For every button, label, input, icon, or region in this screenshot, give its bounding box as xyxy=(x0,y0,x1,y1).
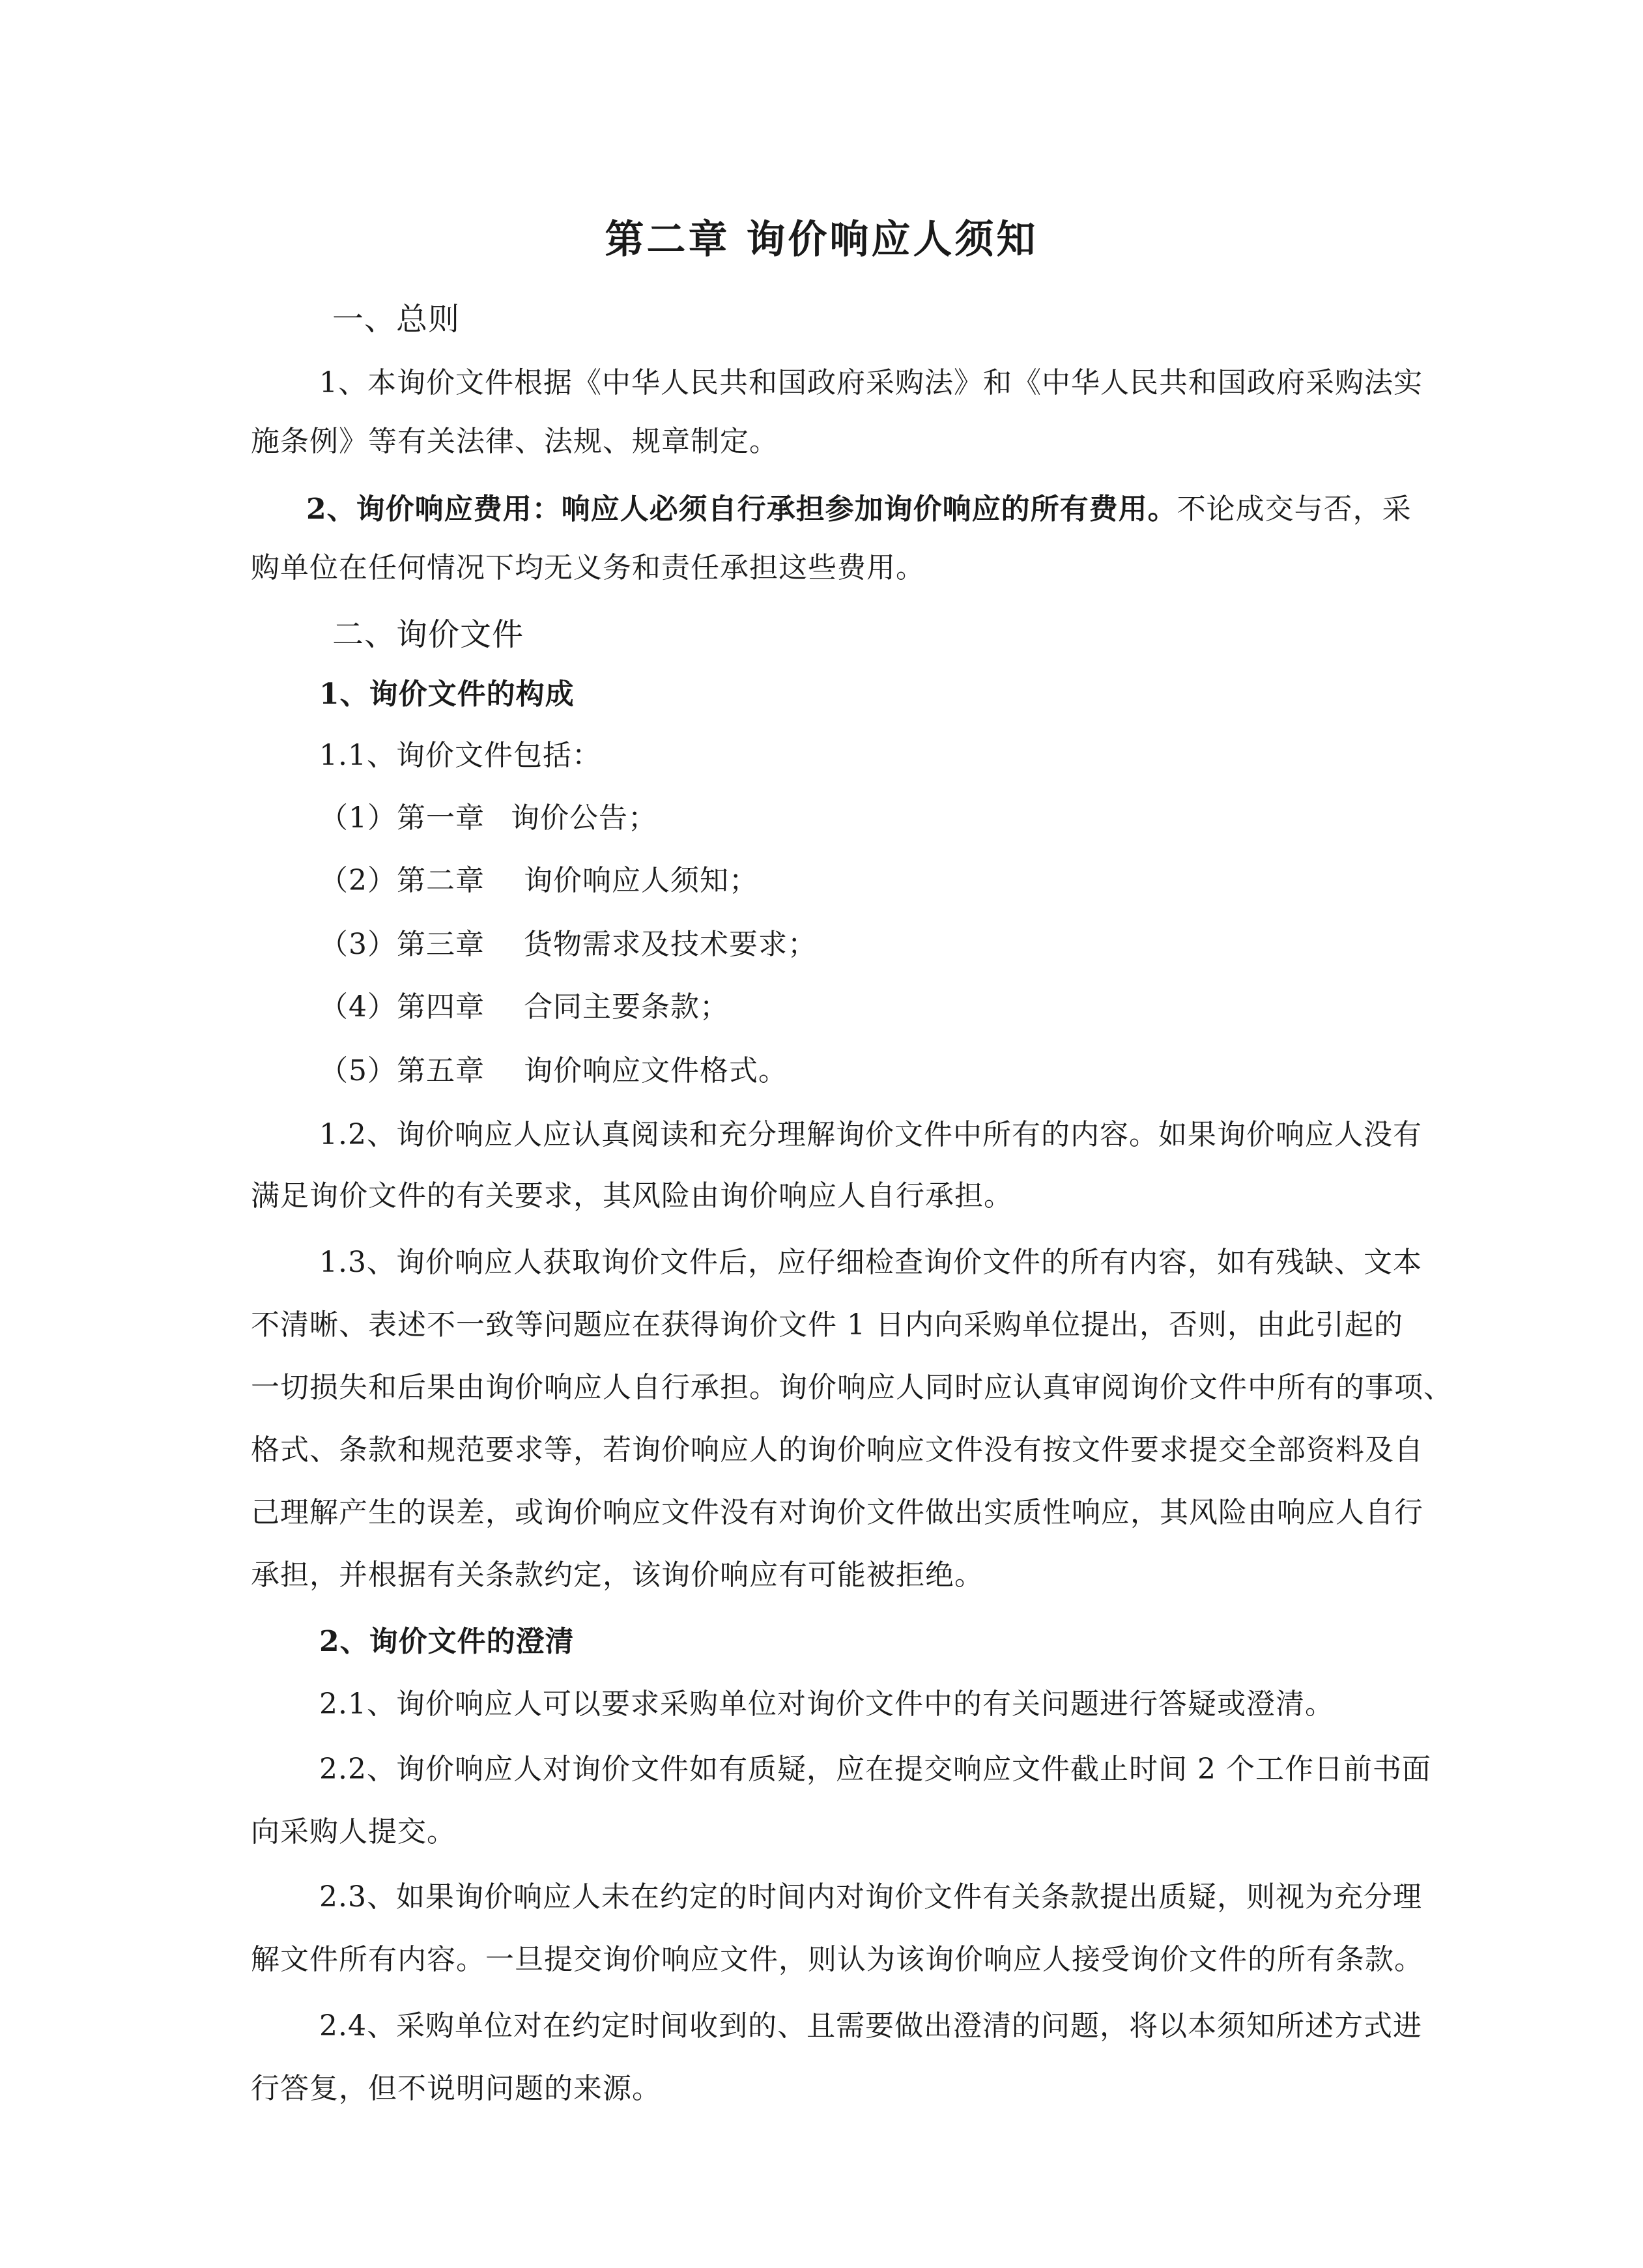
list-item xyxy=(319,988,729,1027)
paragraph-line: 2.1、询价响应人可以要求采购单位对询价文件中的有关问题进行答疑或澄清。 xyxy=(319,1687,1334,1721)
paragraph-line: 2.3、如果询价响应人未在约定的时间内对询价文件有关条款提出质疑，则视为充分理 xyxy=(319,1880,1422,1914)
paragraph-line: 格式、条款和规范要求等，若询价响应人的询价响应文件没有按文件要求提交全部资料及自 xyxy=(251,1433,1423,1467)
paragraph-line: 向采购人提交。 xyxy=(251,1815,456,1848)
clause-text: 不论成交与否，采 xyxy=(1177,493,1412,526)
paragraph-line: 2.4、采购单位对在约定时间收到的、且需要做出澄清的问题，将以本须知所述方式进 xyxy=(319,2009,1422,2043)
list-item-text: 询价响应人须知； xyxy=(524,864,758,897)
paragraph-line: 1.2、询价响应人应认真阅读和充分理解询价文件中所有的内容。如果询价响应人没有 xyxy=(319,1118,1422,1151)
paragraph-line: 1、本询价文件根据《中华人民共和国政府采购法》和《中华人民共和国政府采购法实 xyxy=(319,366,1423,399)
list-item xyxy=(319,799,657,838)
list-item xyxy=(319,1052,788,1091)
list-item-text: 合同主要条款； xyxy=(524,990,729,1024)
paragraph-line: 解文件所有内容。一旦提交询价响应文件，则认为该询价响应人接受询价文件的所有条款。 xyxy=(251,1943,1423,1976)
list-item-text: 询价响应文件格式。 xyxy=(524,1054,788,1087)
paragraph-line: 2.2、询价响应人对询价文件如有质疑，应在提交响应文件截止时间 2 个工作日前书面 xyxy=(319,1753,1431,1786)
paragraph-line xyxy=(306,490,1412,529)
section-heading-inquiry-docs: 二、询价文件 xyxy=(332,616,524,653)
list-item-number: （5）第五章 xyxy=(319,1054,485,1087)
bold-clause: 2、询价响应费用：响应人必须自行承担参加询价响应的所有费用。 xyxy=(306,493,1177,526)
paragraph-line: 施条例》等有关法律、法规、规章制定。 xyxy=(251,425,779,458)
paragraph-line: 满足询价文件的有关要求，其风险由询价响应人自行承担。 xyxy=(251,1179,1013,1213)
list-item xyxy=(319,925,817,964)
page-title: 第二章 询价响应人须知 xyxy=(605,217,1038,263)
paragraph-line: 不清晰、表述不一致等问题应在获得询价文件 1 日内向采购单位提出，否则，由此引起的 xyxy=(251,1308,1403,1342)
subsection-heading: 1、询价文件的构成 xyxy=(319,678,575,711)
list-item xyxy=(319,861,758,900)
paragraph-line: 己理解产生的误差，或询价响应文件没有对询价文件做出实质性响应，其风险由响应人自行 xyxy=(251,1496,1423,1529)
list-item-text: 货物需求及技术要求； xyxy=(524,928,817,961)
list-item-number: （2）第二章 xyxy=(319,864,485,897)
paragraph-line: 承担，并根据有关条款约定，该询价响应有可能被拒绝。 xyxy=(251,1558,984,1592)
subsection-heading: 2、询价文件的澄清 xyxy=(319,1625,575,1658)
paragraph-line: 一切损失和后果由询价响应人自行承担。询价响应人同时应认真审阅询价文件中所有的事项、 xyxy=(251,1371,1453,1404)
paragraph-line: 购单位在任何情况下均无义务和责任承担这些费用。 xyxy=(251,551,925,584)
list-item-number: （4）第四章 xyxy=(319,990,485,1024)
paragraph-line: 行答复，但不说明问题的来源。 xyxy=(251,2072,661,2105)
list-item-number: （1）第一章 xyxy=(319,801,485,835)
paragraph-line: 1.3、询价响应人获取询价文件后，应仔细检查询价文件的所有内容，如有残缺、文本 xyxy=(319,1246,1422,1279)
list-item-number: （3）第三章 xyxy=(319,928,485,961)
section-heading-general: 一、总则 xyxy=(332,301,461,337)
paragraph-line: 1.1、询价文件包括： xyxy=(319,739,601,772)
list-item-text: 询价公告； xyxy=(511,801,657,835)
